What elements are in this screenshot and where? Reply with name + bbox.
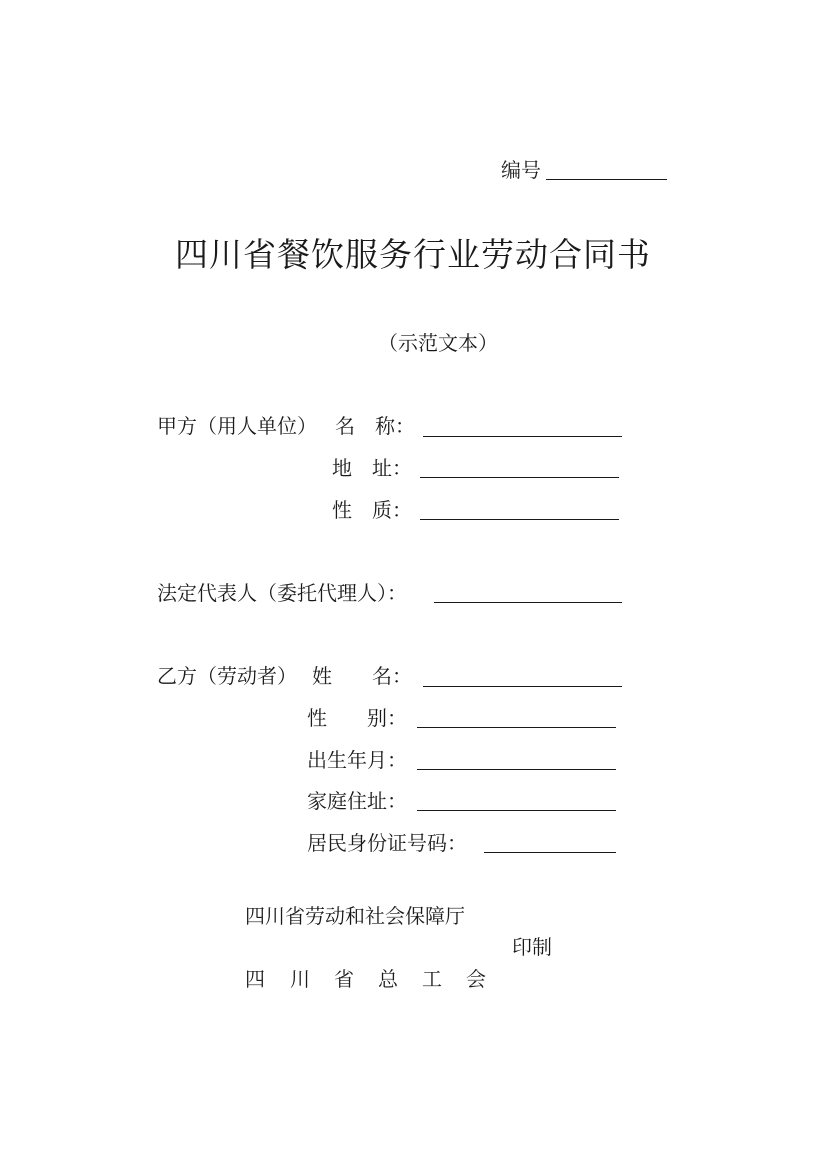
issuer-labor-department: 四川省劳动和社会保障厅 <box>245 904 465 928</box>
party-b-id-number-label: 居民身份证号码： <box>307 831 467 855</box>
issuer-char: 四 <box>245 967 265 991</box>
contract-number-label: 编号 <box>501 158 541 182</box>
party-b-birth-label: 出生年月： <box>307 748 407 772</box>
issuer-char: 总 <box>378 967 398 991</box>
party-a-address-field[interactable] <box>420 477 619 478</box>
issuer-char: 省 <box>334 967 354 991</box>
party-b-gender-label: 性 别： <box>307 706 407 730</box>
party-b-label: 乙方（劳动者） <box>157 664 297 688</box>
party-a-name-field[interactable] <box>423 436 622 437</box>
party-b-name-field[interactable] <box>423 686 622 687</box>
party-a-address-label: 地 址： <box>332 456 412 480</box>
contract-number-field[interactable] <box>546 179 667 180</box>
party-a-name-label: 名 称： <box>335 414 415 438</box>
party-a-label: 甲方（用人单位） <box>157 414 317 438</box>
party-a-nature-label: 性 质： <box>332 498 412 522</box>
party-a-nature-field[interactable] <box>420 519 619 520</box>
party-b-id-number-field[interactable] <box>484 852 616 853</box>
party-b-home-address-label: 家庭住址： <box>307 789 407 813</box>
document-title: 四川省餐饮服务行业劳动合同书 <box>175 235 651 274</box>
printed-by-label: 印制 <box>512 935 552 959</box>
legal-rep-field[interactable] <box>434 602 622 603</box>
issuer-char: 工 <box>422 967 442 991</box>
issuer-char: 川 <box>290 967 310 991</box>
document-subtitle: （示范文本） <box>378 331 498 355</box>
party-b-name-label: 姓 名： <box>312 664 412 688</box>
party-b-home-address-field[interactable] <box>417 810 616 811</box>
party-b-gender-field[interactable] <box>417 727 616 728</box>
legal-rep-label: 法定代表人（委托代理人）： <box>157 581 407 605</box>
issuer-char: 会 <box>466 967 486 991</box>
party-b-birth-field[interactable] <box>417 769 616 770</box>
